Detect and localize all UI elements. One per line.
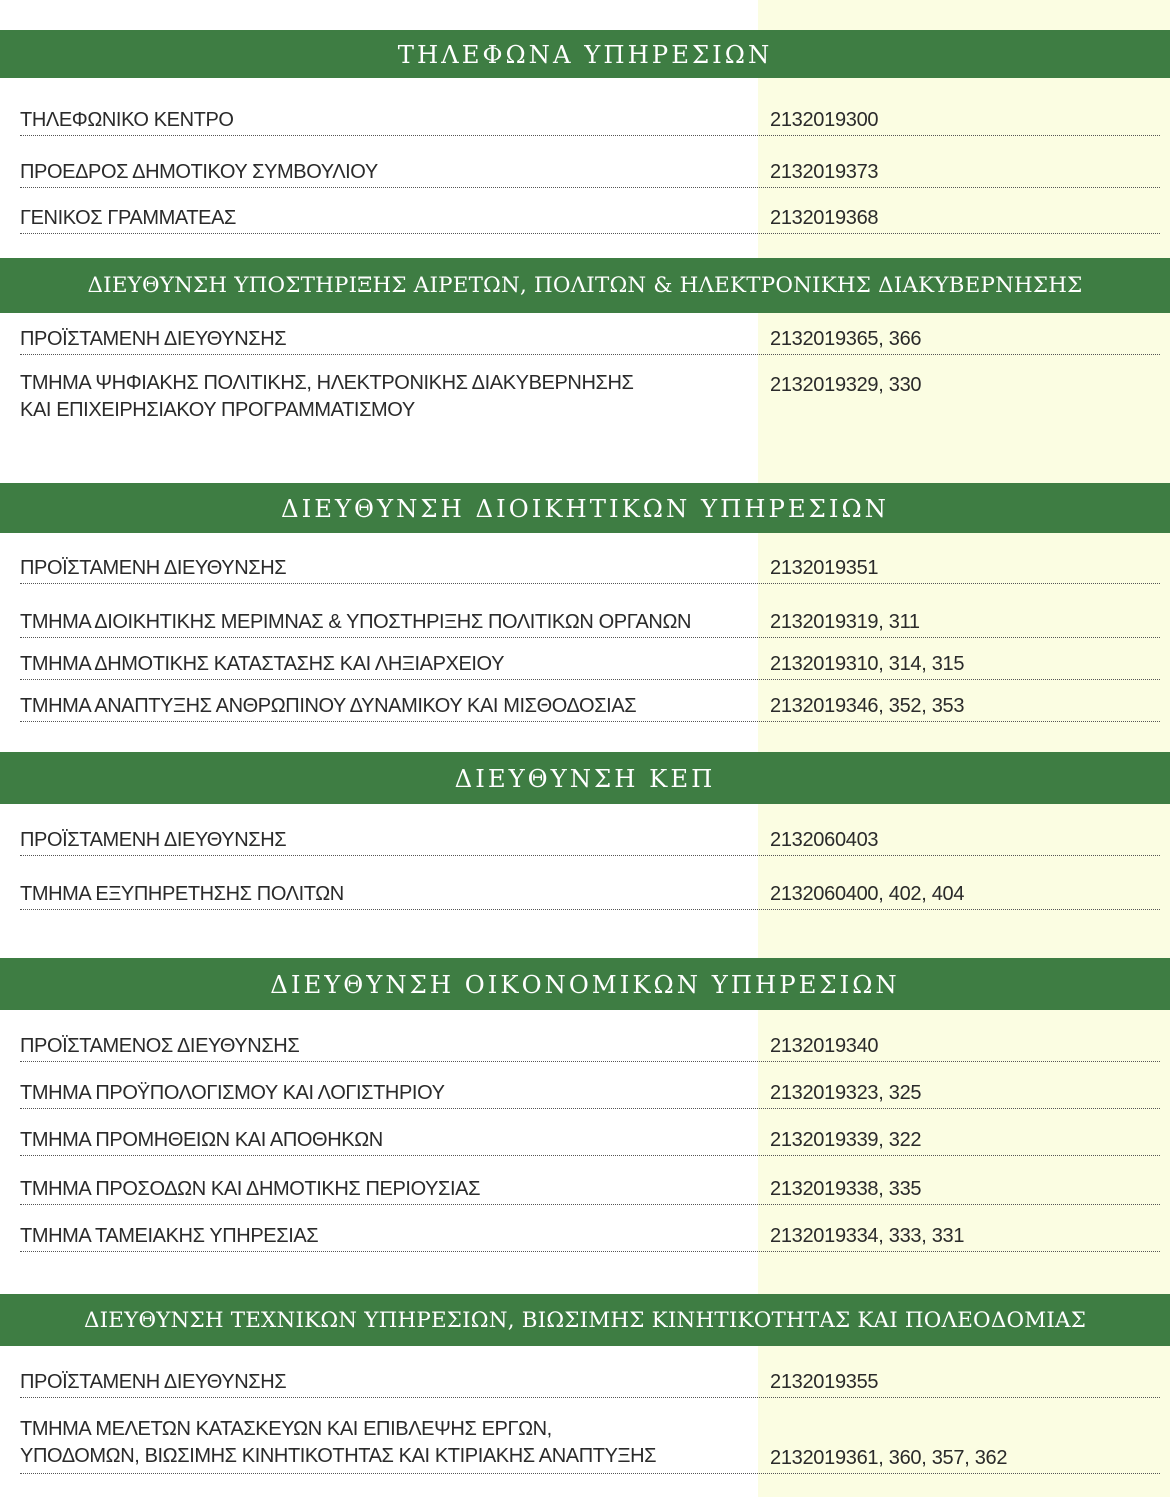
section-header-technical-services: ΔΙΕΥΘΥΝΣΗ ΤΕΧΝΙΚΩΝ ΥΠΗΡΕΣΙΩΝ, ΒΙΩΣΙΜΗΣ ΚΙΝΗΤΙΚΟΤΗΤΑΣ ΚΑΙ ΠΟΛΕΟΔΟΜΙΑΣ bbox=[0, 1294, 1170, 1346]
section-header-administrative-services: ΔΙΕΥΘΥΝΣΗ ΔΙΟΙΚΗΤΙΚΩΝ ΥΠΗΡΕΣΙΩΝ bbox=[0, 483, 1170, 533]
row-phone: 2132060400, 402, 404 bbox=[770, 883, 965, 905]
directory-row bbox=[20, 1418, 1160, 1474]
dotted-rule bbox=[20, 233, 1160, 234]
directory-row bbox=[20, 158, 1160, 188]
row-phone: 2132019329, 330 bbox=[770, 374, 922, 396]
dotted-rule bbox=[20, 1397, 1160, 1398]
row-phone: 2132019338, 335 bbox=[770, 1178, 922, 1200]
dotted-rule bbox=[20, 187, 1160, 188]
directory-row bbox=[20, 650, 1160, 680]
row-label: ΠΡΟΪΣΤΑΜΕΝΟΣ ΔΙΕΥΘΥΝΣΗΣ bbox=[20, 1035, 300, 1057]
section-header-financial-services: ΔΙΕΥΘΥΝΣΗ ΟΙΚΟΝΟΜΙΚΩΝ ΥΠΗΡΕΣΙΩΝ bbox=[0, 958, 1170, 1010]
directory-row bbox=[20, 692, 1160, 722]
row-label: ΤΜΗΜΑ ΑΝΑΠΤΥΞΗΣ ΑΝΘΡΩΠΙΝΟΥ ΔΥΝΑΜΙΚΟΥ ΚΑΙ ΜΙΣΘΟΔΟΣΙΑΣ bbox=[20, 695, 637, 717]
row-label: ΠΡΟΪΣΤΑΜΕΝΗ ΔΙΕΥΘΥΝΣΗΣ bbox=[20, 557, 287, 579]
directory-row bbox=[20, 204, 1160, 234]
dotted-rule bbox=[20, 1251, 1160, 1252]
row-phone: 2132019373 bbox=[770, 161, 879, 183]
directory-row bbox=[20, 372, 1160, 428]
dotted-rule bbox=[20, 135, 1160, 136]
row-phone: 2132019319, 311 bbox=[770, 611, 920, 633]
directory-row bbox=[20, 826, 1160, 856]
section-header-kep: ΔΙΕΥΘΥΝΣΗ ΚΕΠ bbox=[0, 752, 1170, 804]
row-phone: 2132060403 bbox=[770, 829, 879, 851]
row-label bbox=[20, 1416, 656, 1470]
row-phone: 2132019334, 333, 331 bbox=[770, 1225, 965, 1247]
row-label: ΓΕΝΙΚΟΣ ΓΡΑΜΜΑΤΕΑΣ bbox=[20, 207, 237, 229]
row-label: ΤΜΗΜΑ ΠΡΟΜΗΘΕΙΩΝ ΚΑΙ ΑΠΟΘΗΚΩΝ bbox=[20, 1129, 383, 1151]
directory-row bbox=[20, 1126, 1160, 1156]
row-label: ΠΡΟΪΣΤΑΜΕΝΗ ΔΙΕΥΘΥΝΣΗΣ bbox=[20, 829, 287, 851]
row-label: ΠΡΟΪΣΤΑΜΕΝΗ ΔΙΕΥΘΥΝΣΗΣ bbox=[20, 328, 287, 350]
row-label: ΠΡΟΪΣΤΑΜΕΝΗ ΔΙΕΥΘΥΝΣΗΣ bbox=[20, 1371, 287, 1393]
row-phone: 2132019361, 360, 357, 362 bbox=[770, 1447, 1008, 1469]
row-phone: 2132019310, 314, 315 bbox=[770, 653, 965, 675]
directory-row bbox=[20, 1079, 1160, 1109]
directory-row bbox=[20, 1032, 1160, 1062]
dotted-rule bbox=[20, 1155, 1160, 1156]
row-label: ΤΜΗΜΑ ΔΗΜΟΤΙΚΗΣ ΚΑΤΑΣΤΑΣΗΣ ΚΑΙ ΛΗΞΙΑΡΧΕΙΟΥ bbox=[20, 653, 505, 675]
directory-row bbox=[20, 325, 1160, 355]
row-label: ΤΜΗΜΑ ΠΡΟΫΠΟΛΟΓΙΣΜΟΥ ΚΑΙ ΛΟΓΙΣΤΗΡΙΟΥ bbox=[20, 1082, 445, 1104]
directory-row bbox=[20, 1175, 1160, 1205]
dotted-rule bbox=[20, 1473, 1160, 1474]
row-label: ΤΜΗΜΑ ΤΑΜΕΙΑΚΗΣ ΥΠΗΡΕΣΙΑΣ bbox=[20, 1225, 319, 1247]
row-label-line-1: ΤΜΗΜΑ ΜΕΛΕΤΩΝ ΚΑΤΑΣΚΕΥΩΝ ΚΑΙ ΕΠΙΒΛΕΨΗΣ ΕΡΓΩΝ, bbox=[20, 1418, 552, 1440]
dotted-rule bbox=[20, 583, 1160, 584]
row-label: ΤΜΗΜΑ ΔΙΟΙΚΗΤΙΚΗΣ ΜΕΡΙΜΝΑΣ & ΥΠΟΣΤΗΡΙΞΗΣ ΠΟΛΙΤΙΚΩΝ ΟΡΓΑΝΩΝ bbox=[20, 611, 692, 633]
row-label-line-2: ΚΑΙ ΕΠΙΧΕΙΡΗΣΙΑΚΟΥ ΠΡΟΓΡΑΜΜΑΤΙΣΜΟΥ bbox=[20, 399, 415, 421]
row-phone: 2132019300 bbox=[770, 109, 879, 131]
row-label: ΠΡΟΕΔΡΟΣ ΔΗΜΟΤΙΚΟΥ ΣΥΜΒΟΥΛΙΟΥ bbox=[20, 161, 378, 183]
dotted-rule bbox=[20, 679, 1160, 680]
row-phone: 2132019365, 366 bbox=[770, 328, 922, 350]
section-header-support-directorate: ΔΙΕΥΘΥΝΣΗ ΥΠΟΣΤΗΡΙΞΗΣ ΑΙΡΕΤΩΝ, ΠΟΛΙΤΩΝ & ΗΛΕΚΤΡΟΝΙΚΗΣ ΔΙΑΚΥΒΕΡΝΗΣΗΣ bbox=[0, 258, 1170, 313]
row-label-line-2: ΥΠΟΔΟΜΩΝ, ΒΙΩΣΙΜΗΣ ΚΙΝΗΤΙΚΟΤΗΤΑΣ ΚΑΙ ΚΤΙΡΙΑΚΗΣ ΑΝΑΠΤΥΞΗΣ bbox=[20, 1445, 657, 1467]
dotted-rule bbox=[20, 1108, 1160, 1109]
directory-row bbox=[20, 1368, 1160, 1398]
directory-row bbox=[20, 880, 1160, 910]
directory-row bbox=[20, 554, 1160, 584]
directory-row bbox=[20, 608, 1160, 638]
row-phone: 2132019351 bbox=[770, 557, 879, 579]
row-phone: 2132019355 bbox=[770, 1371, 879, 1393]
directory-row bbox=[20, 1222, 1160, 1252]
directory-row bbox=[20, 106, 1160, 136]
dotted-rule bbox=[20, 1061, 1160, 1062]
dotted-rule bbox=[20, 1204, 1160, 1205]
row-phone: 2132019346, 352, 353 bbox=[770, 695, 965, 717]
row-label: ΤΜΗΜΑ ΠΡΟΣΟΔΩΝ ΚΑΙ ΔΗΜΟΤΙΚΗΣ ΠΕΡΙΟΥΣΙΑΣ bbox=[20, 1178, 481, 1200]
row-label bbox=[20, 370, 633, 424]
section-header-services-phones: ΤΗΛΕΦΩΝΑ ΥΠΗΡΕΣΙΩΝ bbox=[0, 30, 1170, 78]
dotted-rule bbox=[20, 637, 1160, 638]
row-phone: 2132019323, 325 bbox=[770, 1082, 922, 1104]
row-phone: 2132019368 bbox=[770, 207, 879, 229]
row-phone: 2132019339, 322 bbox=[770, 1129, 922, 1151]
dotted-rule bbox=[20, 855, 1160, 856]
row-label: ΤΜΗΜΑ ΕΞΥΠΗΡΕΤΗΣΗΣ ΠΟΛΙΤΩΝ bbox=[20, 883, 344, 905]
row-phone: 2132019340 bbox=[770, 1035, 879, 1057]
row-label-line-1: ΤΜΗΜΑ ΨΗΦΙΑΚΗΣ ΠΟΛΙΤΙΚΗΣ, ΗΛΕΚΤΡΟΝΙΚΗΣ ΔΙΑΚΥΒΕΡΝΗΣΗΣ bbox=[20, 372, 634, 394]
dotted-rule bbox=[20, 721, 1160, 722]
dotted-rule bbox=[20, 909, 1160, 910]
dotted-rule bbox=[20, 354, 1160, 355]
row-label: ΤΗΛΕΦΩΝΙΚΟ ΚΕΝΤΡΟ bbox=[20, 109, 234, 131]
